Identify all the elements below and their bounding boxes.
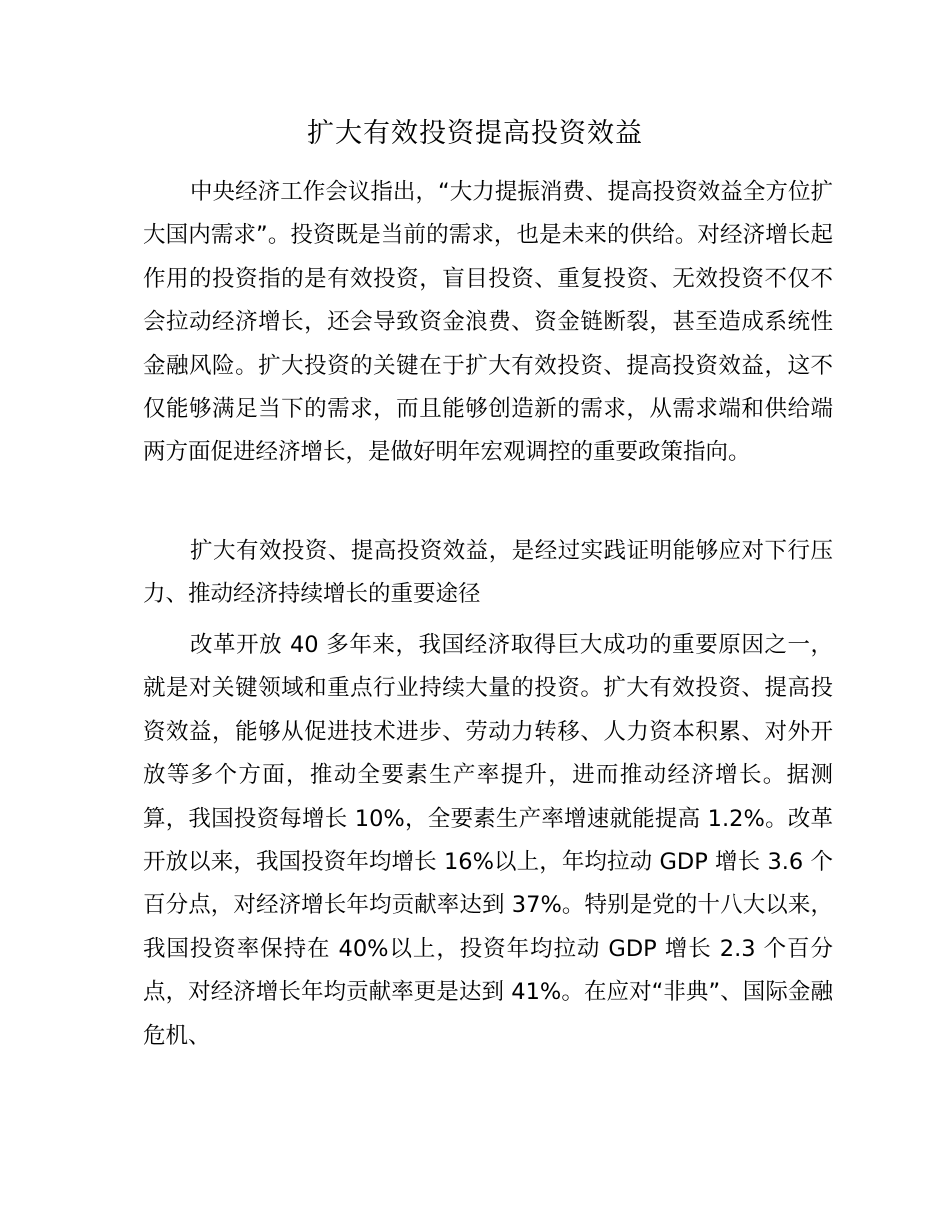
body-paragraph-1: 中央经济工作会议指出，“大力提振消费、提高投资效益全方位扩大国内需求”。投资既是当前的需求，也是未来的供给。对经济增长起作用的投资指的是有效投资，盲目投资、重复投资、无效投资不仅不会拉动经济增长，还会导致资金浪费、资金链断裂，甚至造成系统性金融风险。扩大投资的关键在于扩大有效投资、提高投资效益，这不仅能够满足当下的需求，而且能够创造新的需求，从需求端和供给端两方面促进经济增长，是做好明年宏观调控的重要政策指向。 <box>143 179 833 466</box>
body-paragraph-2: 扩大有效投资、提高投资效益，是经过实践证明能够应对下行压力、推动经济持续增长的重要途径 <box>143 538 833 608</box>
document-title: 扩大有效投资提高投资效益 <box>307 118 643 149</box>
body-paragraph-3: 改革开放 40 多年来，我国经济取得巨大成功的重要原因之一，就是对关键领域和重点行业持续大量的投资。扩大有效投资、提高投资效益，能够从促进技术进步、劳动力转移、人力资本积累、对外开放等多个方面，推动全要素生产率提升，进而推动经济增长。据测算，我国投资每增长 10%，全要素生产率增速就能提高 1.2%。改革开放以来，我国投资年均增长 16%以上，年均拉动 GDP 增长 3.6 个百分点，对经济增长年均贡献率达到 37%。特别是党的十八大以来，我国投资率保持在 40%以上，投资年均拉动 GDP 增长 2.3 个百分点，对经济增长年均贡献率更是达到 41%。在应对“非典”、国际金融危机、 <box>143 632 833 1049</box>
